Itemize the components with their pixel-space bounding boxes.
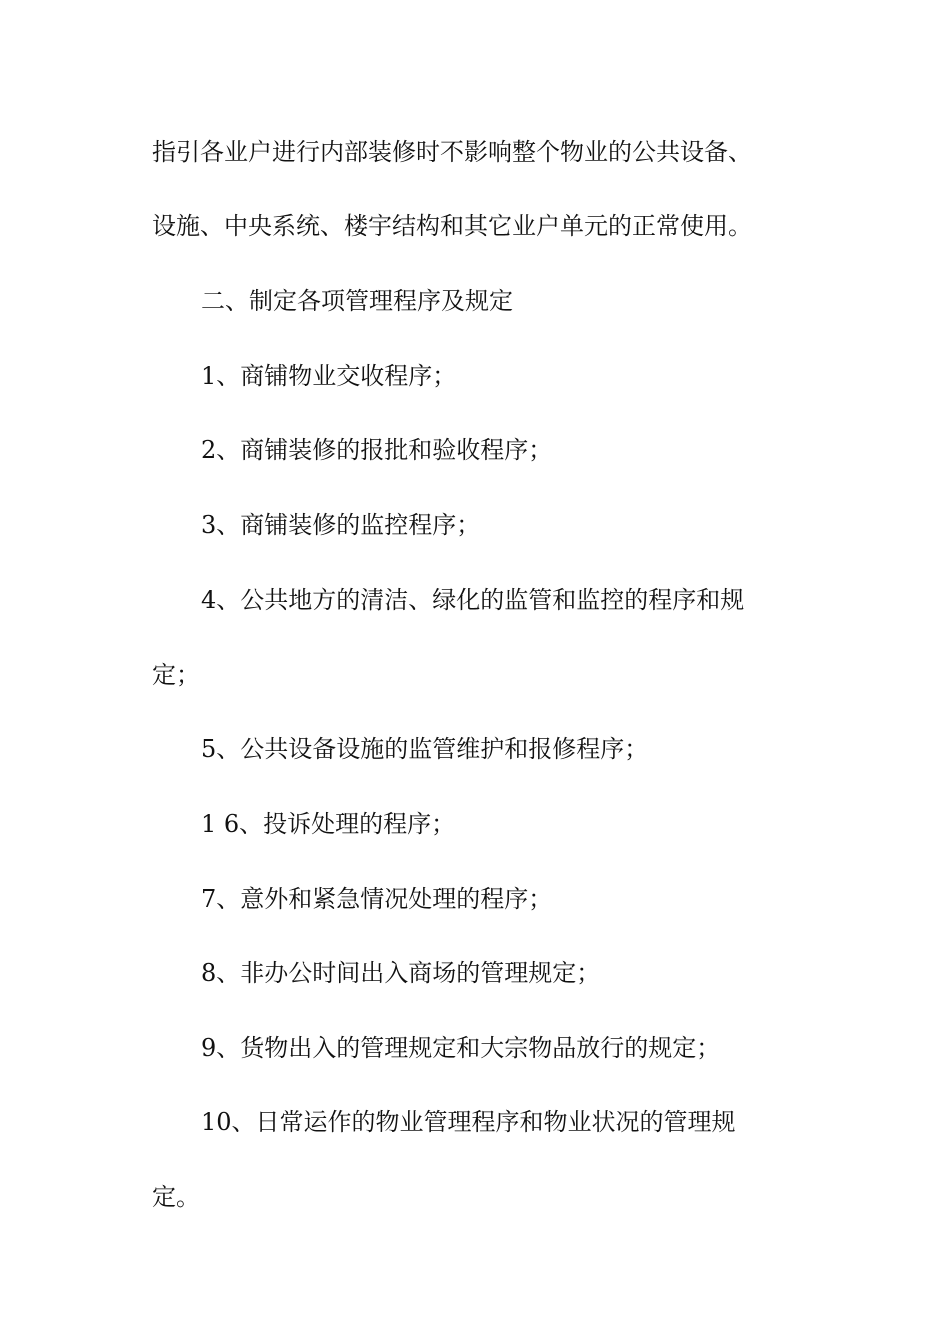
- list-item-10-continued: 定。: [152, 1183, 200, 1211]
- list-item-8: 8、非办公时间出入商场的管理规定；: [201, 959, 601, 987]
- list-item-2: 2、商铺装修的报批和验收程序；: [201, 436, 553, 464]
- section-heading: 二、制定各项管理程序及规定: [201, 287, 513, 315]
- paragraph-line-2: 设施、中央系统、楼宇结构和其它业户单元的正常使用。: [152, 212, 752, 240]
- list-item-6: 1 6、投诉处理的程序；: [201, 810, 456, 838]
- list-item-4-continued: 定；: [152, 661, 200, 689]
- list-item-3: 3、商铺装修的监控程序；: [201, 511, 481, 539]
- list-item-7: 7、意外和紧急情况处理的程序；: [201, 885, 553, 913]
- paragraph-line-1: 指引各业户进行内部装修时不影响整个物业的公共设备、: [152, 138, 752, 166]
- list-item-10: 10、日常运作的物业管理程序和物业状况的管理规: [201, 1108, 736, 1136]
- list-item-4: 4、公共地方的清洁、绿化的监管和监控的程序和规: [201, 586, 745, 614]
- list-item-5: 5、公共设备设施的监管维护和报修程序；: [201, 735, 649, 763]
- list-item-1: 1、商铺物业交收程序；: [201, 362, 457, 390]
- list-item-9: 9、货物出入的管理规定和大宗物品放行的规定；: [201, 1034, 721, 1062]
